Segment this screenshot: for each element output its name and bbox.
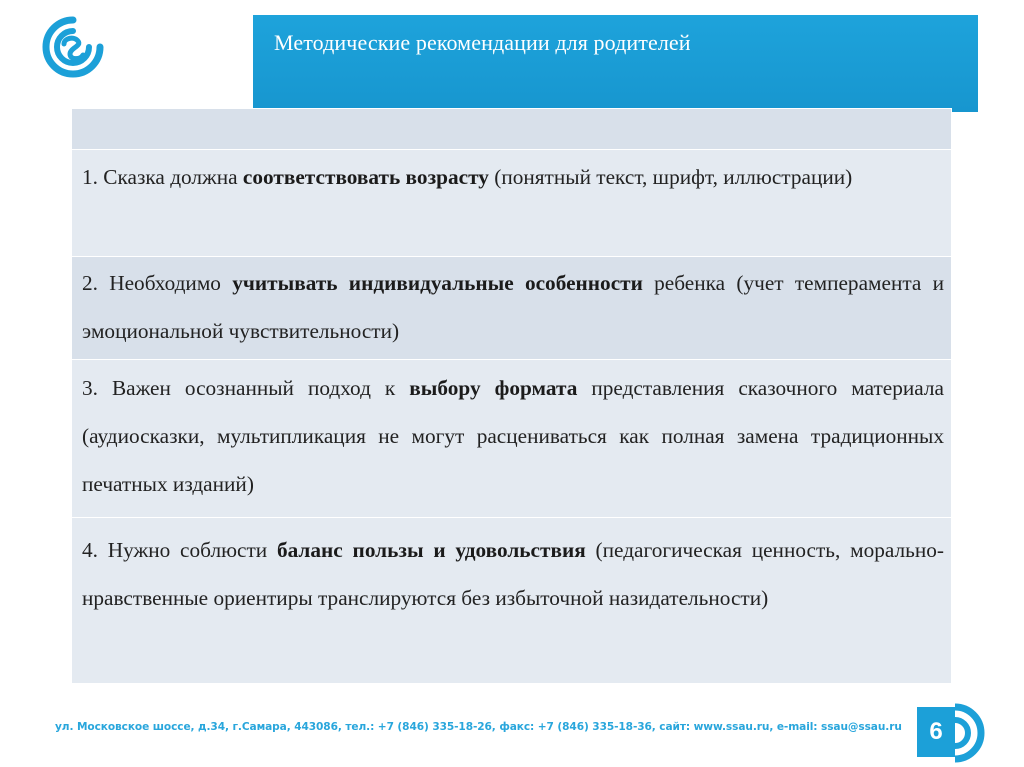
- ssau-logo-icon: [40, 14, 106, 80]
- page-number: 6: [929, 718, 943, 745]
- row-emphasis: выбору формата: [409, 376, 578, 400]
- row-text: (понятный текст, шрифт, иллюстрации): [488, 165, 853, 189]
- recommendation-cell: [72, 150, 952, 257]
- recommendations-table: [71, 108, 952, 684]
- footer-address: ул. Московское шоссе, д.34, г.Самара, 443086, тел.: +7 (846) 335-18-26, факс: +7 (846) 335-18-36, сайт: www.ssau.ru, e-mail: ssau@ssau.ru: [55, 721, 902, 733]
- row-text: 1. Сказка должна: [82, 165, 243, 189]
- row-text: представления сказочного материала (аудиосказки, мультипликация не могут расцениваться как полная замена традиционных печатных изданий): [82, 376, 944, 496]
- ssau-mark-icon: [955, 700, 989, 766]
- slide-title: Методические рекомендации для родителей: [274, 30, 691, 55]
- row-text: 3. Важен осознанный подход к: [82, 376, 410, 400]
- row-emphasis: учитывать индивидуальные особенности: [232, 271, 643, 295]
- table-header-row: [72, 109, 952, 150]
- recommendation-cell: [72, 360, 952, 518]
- table-header-cell: [72, 109, 952, 150]
- table-row: [72, 257, 952, 360]
- row-emphasis: соответствовать возрасту: [242, 165, 489, 189]
- table-row: [72, 360, 952, 518]
- row-text: 4. Нужно соблюсти: [82, 538, 277, 562]
- table-row: [72, 518, 952, 684]
- row-text: 2. Необходимо: [82, 271, 233, 295]
- recommendation-cell: [72, 257, 952, 360]
- row-text: ребенка (учет темперамента и эмоциональной чувствительности): [82, 271, 945, 343]
- row-emphasis: баланс пользы и удовольствия: [276, 538, 586, 562]
- table-row: [72, 150, 952, 257]
- row-text: (педагогическая ценность, морально-нравственные ориентиры транслируются без избыточной назидательности): [82, 538, 944, 610]
- recommendation-cell: [72, 518, 952, 684]
